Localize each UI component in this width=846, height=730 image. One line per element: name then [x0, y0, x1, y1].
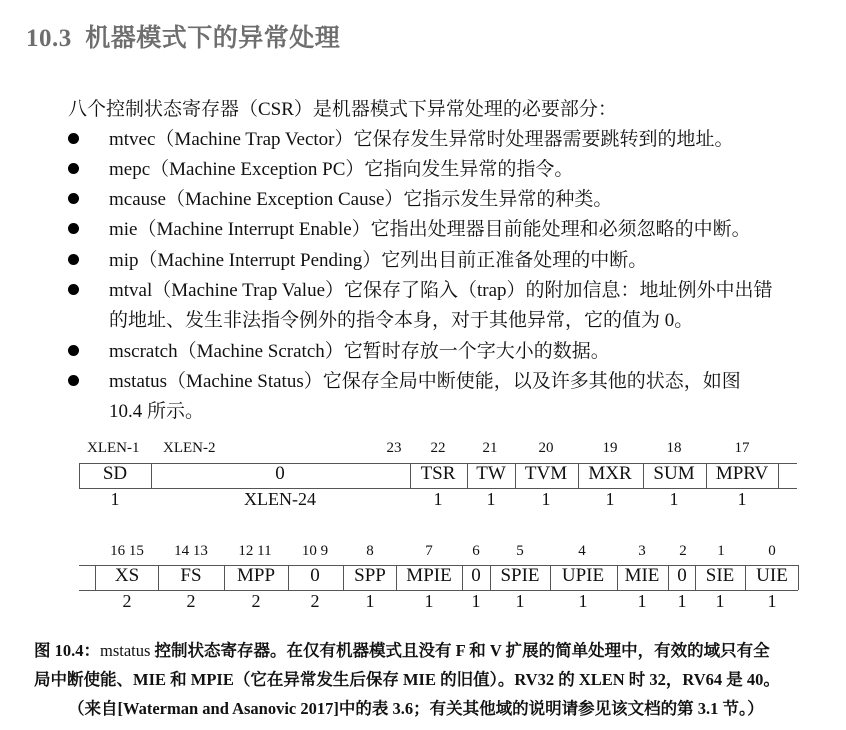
bit-label: 1: [717, 543, 725, 559]
field-divider: [288, 565, 289, 590]
bullet-icon: [68, 193, 79, 204]
field-width: 1: [737, 489, 747, 509]
caption-line: （来自[Waterman and Asanovic 2017]中的表 3.6；有关其他域的说明请参见该文档的第 3.1 节。）: [68, 699, 764, 718]
field-width: 1: [424, 591, 434, 611]
bit-label: 19: [602, 440, 618, 456]
list-item-text: mie（Machine Interrupt Enable）它指出处理器目前能处理和必须忽略的中断。: [109, 219, 751, 240]
bit-label: 23: [386, 440, 402, 456]
field-divider: [617, 565, 618, 590]
field-divider: [515, 463, 516, 488]
field-sie: SIE: [705, 565, 735, 586]
field-sd: SD: [102, 463, 128, 484]
bit-label: 6: [472, 543, 480, 559]
field-width: 1: [605, 489, 615, 509]
bullet-icon: [68, 345, 79, 356]
list-item-line: mtval（Machine Trap Value）它保存了陷入（trap）的附加信息：地址例外中出错: [109, 280, 773, 301]
field-divider: [550, 565, 551, 590]
field-upie: UPIE: [561, 565, 605, 586]
caption-text: 控制状态寄存器。在仅有机器模式且没有 F 和 V 扩展的简单处理中，有效的域只有全: [150, 641, 770, 660]
field-xs: XS: [114, 565, 140, 586]
field-sum: SUM: [653, 463, 695, 484]
bit-label: 7: [425, 543, 433, 559]
field-divider: [151, 463, 152, 488]
field-width: 1: [677, 591, 687, 611]
field-divider: [798, 565, 799, 590]
section-number: 10.3: [26, 25, 72, 52]
field-mpp: MPP: [236, 565, 276, 586]
bit-label: 8: [366, 543, 374, 559]
bit-label: 10 9: [301, 543, 329, 559]
field-spie: SPIE: [500, 565, 540, 586]
field-width: 1: [637, 591, 647, 611]
field-width: 1: [433, 489, 443, 509]
field-reserved: 0: [677, 565, 687, 586]
bullet-icon: [68, 133, 79, 144]
field-mprv: MPRV: [715, 463, 769, 484]
field-tvm: TVM: [524, 463, 568, 484]
caption-reg-name: mstatus: [100, 641, 151, 660]
bit-label: 2: [679, 543, 687, 559]
bit-label: 18: [666, 440, 682, 456]
field-divider: [95, 565, 96, 590]
field-width: 2: [310, 591, 320, 611]
field-width: 2: [122, 591, 132, 611]
field-width: 2: [251, 591, 261, 611]
field-mxr: MXR: [588, 463, 632, 484]
field-width: 1: [541, 489, 551, 509]
field-uie: UIE: [756, 565, 788, 586]
bit-label: 14 13: [174, 543, 208, 559]
bit-label: 22: [430, 440, 446, 456]
field-divider: [706, 463, 707, 488]
bit-label: 16 15: [110, 543, 144, 559]
bit-label: 3: [638, 543, 646, 559]
bullet-icon: [68, 375, 79, 386]
field-width: 1: [110, 489, 120, 509]
field-mie: MIE: [624, 565, 660, 586]
bit-label: 4: [578, 543, 586, 559]
field-width: 1: [365, 591, 375, 611]
field-tsr: TSR: [420, 463, 456, 484]
bullet-icon: [68, 254, 79, 265]
bit-label: 5: [516, 543, 524, 559]
list-item-line: 10.4 所示。: [109, 401, 205, 422]
field-divider: [668, 565, 669, 590]
field-divider: [643, 463, 644, 488]
field-divider: [224, 565, 225, 590]
field-spp: SPP: [354, 565, 386, 586]
list-item-line: mstatus（Machine Status）它保存全局中断使能，以及许多其他的状态，如图: [109, 371, 741, 392]
field-reserved: 0: [310, 565, 320, 586]
field-fs: FS: [180, 565, 202, 586]
field-divider: [158, 565, 159, 590]
field-divider: [343, 565, 344, 590]
bit-label: XLEN-2: [163, 440, 216, 456]
list-item-text: mepc（Machine Exception PC）它指向发生异常的指令。: [109, 159, 574, 180]
field-width: 1: [471, 591, 481, 611]
list-item-text: [109, 367, 741, 427]
bit-label: 0: [768, 543, 776, 559]
list-item-text: mscratch（Machine Scratch）它暂时存放一个字大小的数据。: [109, 341, 610, 362]
field-divider: [410, 463, 411, 488]
field-divider: [490, 565, 491, 590]
list-item-text: mcause（Machine Exception Cause）它指示发生异常的种类。: [109, 189, 613, 210]
field-width: 1: [767, 591, 777, 611]
field-width: 1: [669, 489, 679, 509]
field-divider: [695, 565, 696, 590]
bit-label: XLEN-1: [87, 440, 140, 456]
field-divider: [778, 463, 779, 488]
section-heading: [26, 18, 340, 54]
bit-label: 20: [538, 440, 554, 456]
section-title: 机器模式下的异常处理: [85, 25, 341, 52]
field-reserved: 0: [471, 565, 481, 586]
field-width: 2: [186, 591, 196, 611]
list-item-text: mtvec（Machine Trap Vector）它保存发生异常时处理器需要跳转到的地址。: [109, 129, 734, 150]
field-divider: [79, 463, 80, 488]
field-divider: [462, 565, 463, 590]
bit-label: 21: [482, 440, 498, 456]
field-divider: [396, 565, 397, 590]
field-divider: [578, 463, 579, 488]
caption-line: [34, 636, 834, 665]
field-divider: [467, 463, 468, 488]
field-mpie: MPIE: [406, 565, 452, 586]
field-width: 1: [715, 591, 725, 611]
intro-paragraph: 八个控制状态寄存器（CSR）是机器模式下异常处理的必要部分：: [68, 99, 617, 120]
figure-label: 图 10.4：: [34, 641, 100, 660]
list-item-text: [109, 276, 773, 336]
field-width: XLEN-24: [244, 489, 316, 509]
list-item-text: mip（Machine Interrupt Pending）它列出目前正准备处理的中断。: [109, 250, 648, 271]
field-width: 1: [486, 489, 496, 509]
bullet-icon: [68, 223, 79, 234]
caption-line: 局中断使能、MIE 和 MPIE（它在异常发生后保存 MIE 的旧值）。RV32 的 XLEN 时 32，RV64 是 40。: [34, 670, 780, 689]
list-item-line: 的地址、发生非法指令例外的指令本身，对于其他异常，它的值为 0。: [109, 310, 694, 331]
bit-label: 17: [734, 440, 750, 456]
field-reserved: 0: [275, 463, 285, 484]
field-width: 1: [578, 591, 588, 611]
bullet-icon: [68, 163, 79, 174]
field-width: 1: [515, 591, 525, 611]
figure-caption: [34, 636, 834, 723]
bit-label: 12 11: [238, 543, 272, 559]
bullet-icon: [68, 284, 79, 295]
field-tw: TW: [476, 463, 506, 484]
field-divider: [745, 565, 746, 590]
